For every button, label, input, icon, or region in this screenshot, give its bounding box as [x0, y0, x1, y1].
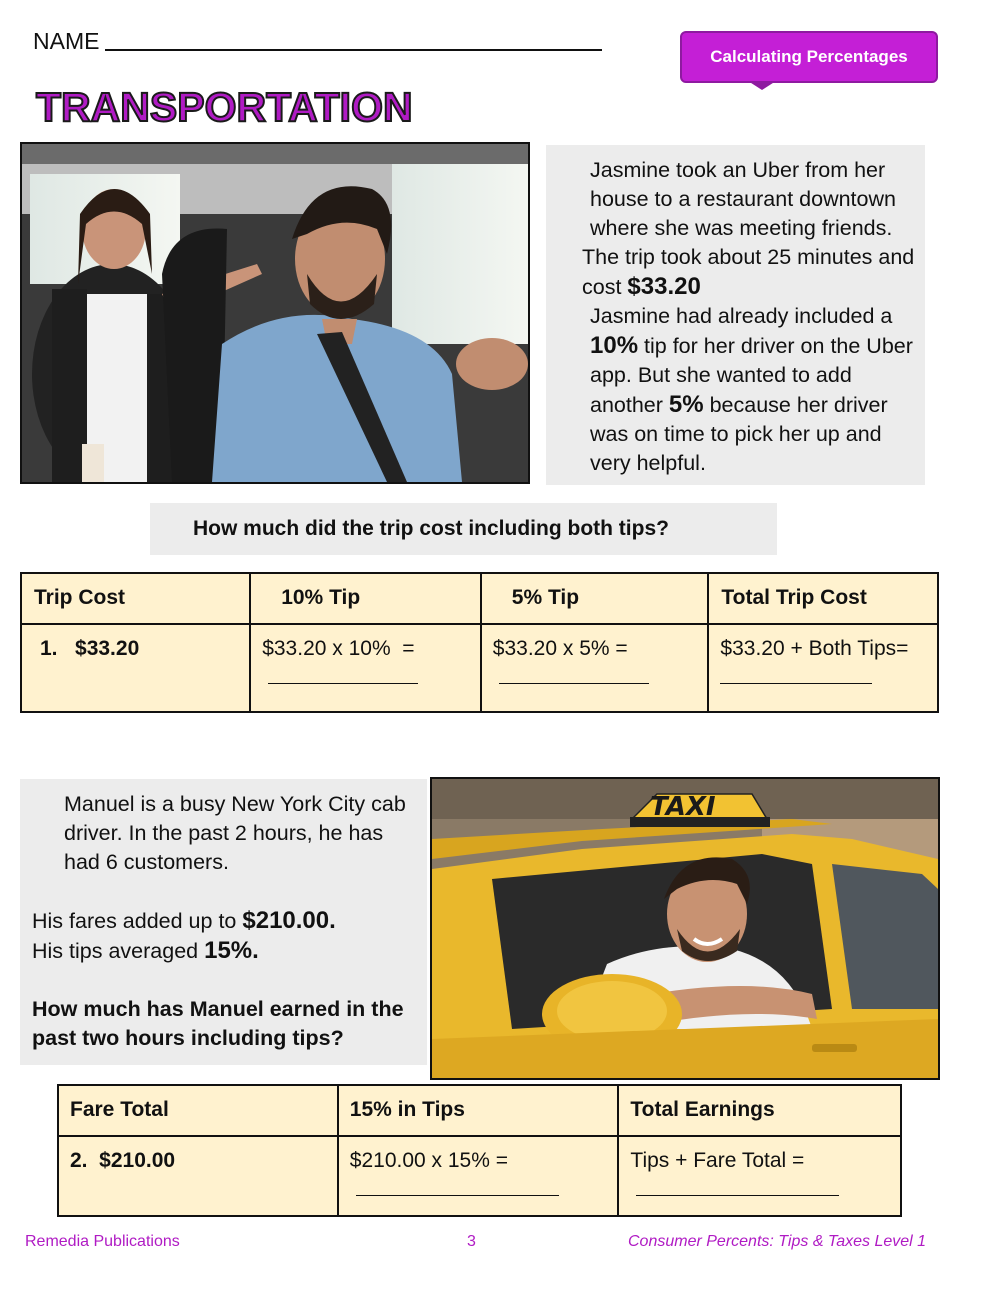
header-fare-total: Fare Total: [58, 1085, 338, 1136]
story1-tip-text-b: tip for her driver on the Uber app. But she wanted to add another: [590, 334, 913, 417]
taxi-photo: [430, 777, 940, 1080]
story2-paragraph-1: Manuel is a busy New York City cab driver. In the past 2 hours, he has had 6 customers.: [64, 792, 406, 874]
badge-pointer: [748, 81, 776, 90]
calc-15-percent: $210.00 x 15% =: [349, 1149, 508, 1172]
question-1: How much did the trip cost including both tips?: [150, 503, 777, 555]
header-total-earnings: Total Earnings: [618, 1085, 901, 1136]
story-jasmine: [546, 145, 925, 485]
answer-blank-10-tip[interactable]: [268, 677, 418, 684]
story2-fares: [32, 906, 417, 936]
header-15-percent-tips: 15% in Tips: [338, 1085, 619, 1136]
story1-tip-text-a: Jasmine had already included a: [590, 304, 893, 328]
story2-tips: [32, 936, 417, 966]
fares-text: His fares added up to: [32, 909, 237, 933]
topic-badge: Calculating Percentages: [680, 31, 938, 83]
taxi-sign-text: TAXI: [650, 792, 716, 822]
header-total-trip-cost: Total Trip Cost: [708, 573, 938, 624]
name-blank-line: [105, 49, 602, 51]
cell-fare-total: 2. $210.00: [58, 1136, 338, 1216]
story1-trip-text: The trip took about 25 minutes and cost: [582, 245, 915, 299]
footer-page-number: 3: [467, 1233, 476, 1250]
tips-text: His tips averaged: [32, 939, 199, 963]
story-manuel: [20, 779, 427, 1065]
cell-total-earnings: [618, 1136, 901, 1216]
tips-percent: 15%.: [204, 937, 259, 964]
table-header-row: [58, 1085, 901, 1136]
answer-blank-5-tip[interactable]: [499, 677, 649, 684]
answer-blank-tips[interactable]: [356, 1189, 559, 1196]
calc-10-percent: $33.20 x 10% =: [262, 637, 415, 660]
footer-publisher: Remedia Publications: [25, 1233, 180, 1250]
cell-10-percent-tip: [250, 624, 481, 712]
footer-book-title: Consumer Percents: Tips & Taxes Level 1: [628, 1233, 927, 1250]
cell-total-trip-cost: [708, 624, 938, 712]
story1-paragraph-2: [558, 243, 915, 302]
tip-percent-10: 10%: [590, 332, 639, 359]
cell-trip-cost: 1. $33.20: [21, 624, 250, 712]
earnings-table: [57, 1084, 902, 1217]
table-row: [58, 1136, 901, 1216]
cell-15-percent-tips: [338, 1136, 619, 1216]
trip-cost-amount: $33.20: [627, 273, 701, 300]
calc-5-percent: $33.20 x 5% =: [492, 637, 628, 660]
story1-paragraph-1: Jasmine took an Uber from her house to a restaurant downtown where she was meeting friends.: [590, 158, 896, 240]
fares-amount: $210.00.: [242, 907, 336, 934]
name-label: NAME: [33, 28, 100, 54]
header-10-percent-tip: 10% Tip: [250, 573, 481, 624]
trip-cost-table: [20, 572, 939, 713]
header-5-percent-tip: 5% Tip: [481, 573, 709, 624]
cell-5-percent-tip: [481, 624, 709, 712]
question-2: How much has Manuel earned in the past two hours including tips?: [32, 997, 404, 1050]
answer-blank-total-trip[interactable]: [720, 677, 872, 684]
table-header-row: [21, 573, 938, 624]
table-row: [21, 624, 938, 712]
header-trip-cost: Trip Cost: [21, 573, 250, 624]
rideshare-photo: [20, 142, 530, 484]
answer-blank-earnings[interactable]: [636, 1189, 839, 1196]
calc-total-trip: $33.20 + Both Tips=: [720, 637, 909, 660]
tip-percent-5: 5%: [668, 391, 704, 418]
page-title: TRANSPORTATION: [36, 84, 413, 130]
story1-tip-text-c: because her driver was on time to pick her up and very helpful.: [590, 393, 888, 475]
calc-total-earnings: Tips + Fare Total =: [630, 1149, 805, 1172]
story1-paragraph-3: [558, 302, 915, 478]
